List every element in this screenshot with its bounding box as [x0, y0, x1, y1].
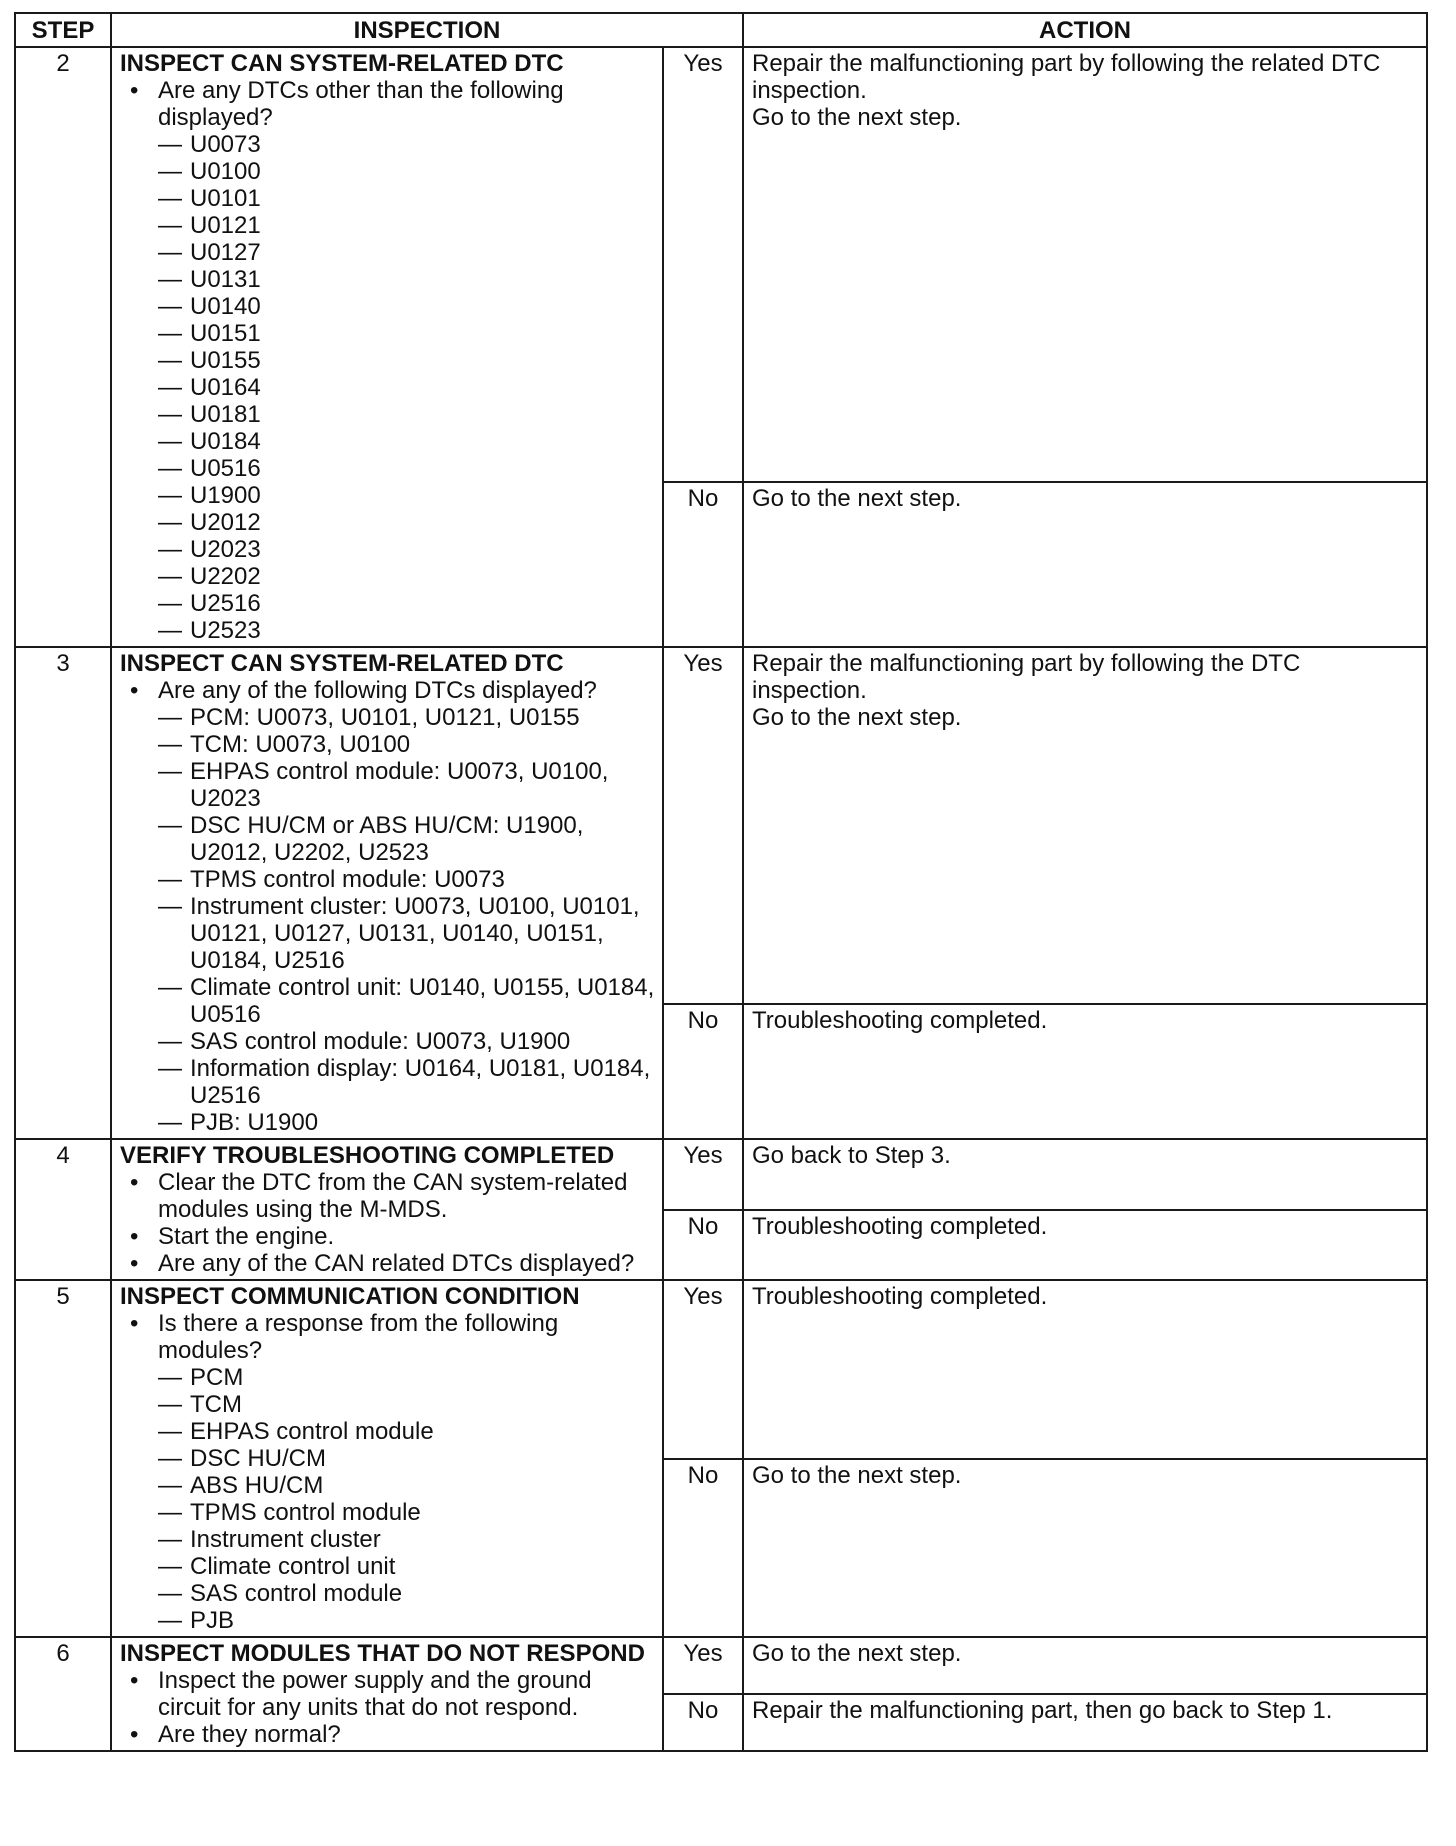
dtc-code: — U0140: [158, 293, 656, 320]
no-action: Troubleshooting completed.: [743, 1004, 1427, 1139]
dtc-code-list: [158, 131, 656, 644]
step-4-yes-row: [15, 1139, 1427, 1210]
step-number: 3: [15, 647, 111, 1139]
question: • Is there a response from the following modules?: [120, 1310, 656, 1364]
module-item: — EHPAS control module: [158, 1418, 656, 1445]
step-5-yes-row: [15, 1280, 1427, 1459]
bullet-list: [120, 1169, 656, 1277]
inspection-title: INSPECT COMMUNICATION CONDITION: [120, 1283, 580, 1310]
yes-action: [743, 647, 1427, 1004]
module-item: — SAS control module: [158, 1580, 656, 1607]
troubleshooting-table: [14, 12, 1428, 1752]
module-item: — DSC HU/CM: [158, 1445, 656, 1472]
dtc-code: — U2516: [158, 590, 656, 617]
no-action: Go to the next step.: [743, 482, 1427, 647]
bullet-item: • Start the engine.: [120, 1223, 656, 1250]
step-3-yes-row: [15, 647, 1427, 1004]
module-dtc-list: [158, 704, 656, 1136]
no-action: Repair the malfunctioning part, then go back to Step 1.: [743, 1694, 1427, 1751]
step-6-inspection: [111, 1637, 663, 1751]
no-label: No: [663, 1210, 743, 1281]
module-dtc-item: — Instrument cluster: U0073, U0100, U0101, U0121, U0127, U0131, U0140, U0151, U0184, U2516: [158, 893, 656, 974]
module-item: — Climate control unit: [158, 1553, 656, 1580]
step-3-inspection: [111, 647, 663, 1139]
step-2-yes-row: [15, 47, 1427, 482]
question: • Are any of the following DTCs displayed?: [120, 677, 656, 704]
yes-label: Yes: [663, 1280, 743, 1459]
dtc-code: — U0131: [158, 266, 656, 293]
header-inspection: INSPECTION: [111, 13, 743, 47]
module-dtc-item: — SAS control module: U0073, U1900: [158, 1028, 656, 1055]
yes-label: Yes: [663, 47, 743, 482]
inspection-title: INSPECT CAN SYSTEM-RELATED DTC: [120, 50, 564, 77]
yes-action: Troubleshooting completed.: [743, 1280, 1427, 1459]
no-label: No: [663, 1694, 743, 1751]
bullet-item: • Are any of the CAN related DTCs displayed?: [120, 1250, 656, 1277]
dtc-code: — U2023: [158, 536, 656, 563]
no-label: No: [663, 1004, 743, 1139]
bullet-item: • Are they normal?: [120, 1721, 656, 1748]
yes-action-text: Repair the malfunctioning part by following the DTC inspection. Go to the next step.: [752, 650, 1301, 731]
step-number: 2: [15, 47, 111, 647]
module-item: — Instrument cluster: [158, 1526, 656, 1553]
step-number: 4: [15, 1139, 111, 1280]
no-label: No: [663, 1459, 743, 1638]
dtc-code: — U0121: [158, 212, 656, 239]
module-item: — PJB: [158, 1607, 656, 1634]
step-6-yes-row: [15, 1637, 1427, 1694]
module-dtc-item: — Information display: U0164, U0181, U0184, U2516: [158, 1055, 656, 1109]
dtc-code: — U0151: [158, 320, 656, 347]
dtc-code: — U0155: [158, 347, 656, 374]
module-dtc-item: — TCM: U0073, U0100: [158, 731, 656, 758]
dtc-code: — U0073: [158, 131, 656, 158]
module-list: [158, 1364, 656, 1634]
bullet-item: • Inspect the power supply and the ground circuit for any units that do not respond.: [120, 1667, 656, 1721]
module-item: — TCM: [158, 1391, 656, 1418]
module-item: — TPMS control module: [158, 1499, 656, 1526]
dtc-code: — U0181: [158, 401, 656, 428]
dtc-code: — U2202: [158, 563, 656, 590]
module-dtc-item: — PJB: U1900: [158, 1109, 656, 1136]
step-4-inspection: [111, 1139, 663, 1280]
step-2-inspection: [111, 47, 663, 647]
module-dtc-item: — PCM: U0073, U0101, U0121, U0155: [158, 704, 656, 731]
dtc-code: — U0164: [158, 374, 656, 401]
dtc-code: — U0127: [158, 239, 656, 266]
yes-label: Yes: [663, 1637, 743, 1694]
step-number: 6: [15, 1637, 111, 1751]
bullet-item: • Clear the DTC from the CAN system-related modules using the M-MDS.: [120, 1169, 656, 1223]
dtc-code: — U0516: [158, 455, 656, 482]
header-step: STEP: [15, 13, 111, 47]
header-row: [15, 13, 1427, 47]
yes-action: Go back to Step 3.: [743, 1139, 1427, 1210]
module-dtc-item: — EHPAS control module: U0073, U0100, U2023: [158, 758, 656, 812]
yes-action: Go to the next step.: [743, 1637, 1427, 1694]
yes-action-text: Repair the malfunctioning part by following the related DTC inspection. Go to the next step.: [752, 50, 1381, 131]
inspection-title: INSPECT MODULES THAT DO NOT RESPOND: [120, 1640, 645, 1667]
step-number: 5: [15, 1280, 111, 1637]
question: • Are any DTCs other than the following displayed?: [120, 77, 656, 131]
module-dtc-item: — Climate control unit: U0140, U0155, U0184, U0516: [158, 974, 656, 1028]
dtc-code: — U1900: [158, 482, 656, 509]
dtc-code: — U0100: [158, 158, 656, 185]
yes-action: [743, 47, 1427, 482]
module-dtc-item: — DSC HU/CM or ABS HU/CM: U1900, U2012, U2202, U2523: [158, 812, 656, 866]
no-action: Troubleshooting completed.: [743, 1210, 1427, 1281]
header-action: ACTION: [743, 13, 1427, 47]
yes-label: Yes: [663, 1139, 743, 1210]
dtc-code: — U0101: [158, 185, 656, 212]
bullet-list: [120, 77, 656, 131]
inspection-title: VERIFY TROUBLESHOOTING COMPLETED: [120, 1142, 615, 1169]
module-item: — PCM: [158, 1364, 656, 1391]
no-label: No: [663, 482, 743, 647]
bullet-list: [120, 677, 656, 704]
step-5-inspection: [111, 1280, 663, 1637]
inspection-title: INSPECT CAN SYSTEM-RELATED DTC: [120, 650, 564, 677]
no-action: Go to the next step.: [743, 1459, 1427, 1638]
dtc-code: — U2523: [158, 617, 656, 644]
dtc-code: — U0184: [158, 428, 656, 455]
yes-label: Yes: [663, 647, 743, 1004]
bullet-list: [120, 1667, 656, 1748]
dtc-code: — U2012: [158, 509, 656, 536]
module-item: — ABS HU/CM: [158, 1472, 656, 1499]
bullet-list: [120, 1310, 656, 1364]
module-dtc-item: — TPMS control module: U0073: [158, 866, 656, 893]
